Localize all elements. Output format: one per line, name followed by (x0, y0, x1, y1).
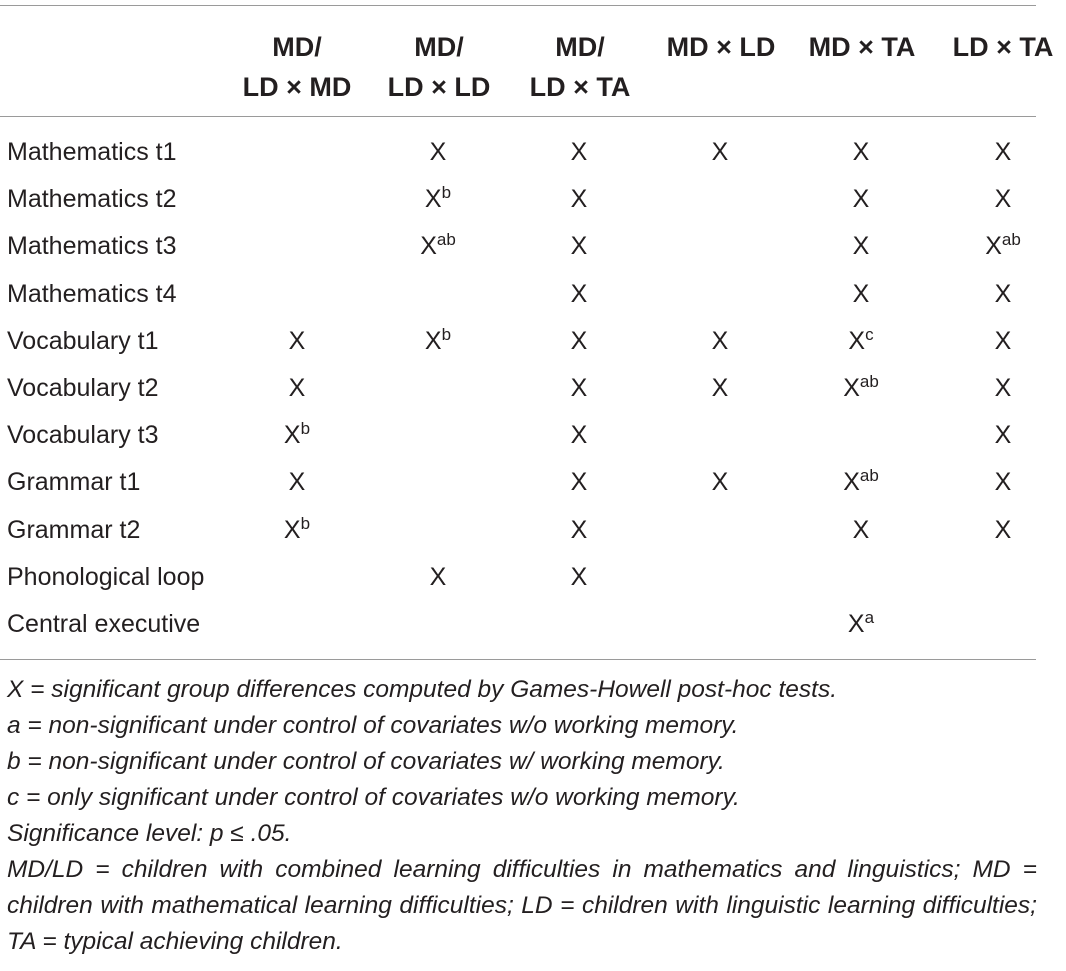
cell-mark: X (288, 374, 306, 402)
row-label: Mathematics t4 (7, 279, 177, 308)
column-header-mdld-md: MD/ LD × MD (242, 32, 352, 102)
table-cell (267, 373, 327, 403)
table-cell (408, 184, 468, 214)
row-label: Mathematics t3 (7, 232, 177, 261)
column-header-ld-ta: LD × TA (952, 32, 1054, 62)
cell-mark: X (994, 185, 1012, 214)
row-label: Vocabulary t1 (7, 326, 159, 355)
table-cell (973, 279, 1033, 309)
row-label: Central executive (7, 610, 201, 638)
table-cell (973, 326, 1033, 356)
cell-mark: X (852, 279, 870, 308)
table-notes (7, 672, 1037, 960)
cell-mark: X (852, 515, 870, 544)
cell-mark: X (711, 138, 729, 166)
bottom-rule (0, 659, 1036, 660)
cell-mark: X (570, 374, 588, 402)
table-cell (831, 467, 891, 497)
table-cell (267, 326, 327, 356)
cell-mark: X (994, 138, 1012, 166)
table-cell (267, 420, 327, 450)
cell-superscript: ab (436, 230, 456, 250)
cell-mark: X (570, 185, 588, 214)
cell-superscript: ab (1001, 230, 1021, 250)
cell-mark: X (429, 562, 447, 591)
table-cell (549, 373, 609, 403)
table-cell (831, 184, 891, 214)
cell-mark: X (994, 421, 1012, 450)
table-cell (549, 137, 609, 167)
table-cell (831, 373, 891, 403)
table-cell (831, 231, 891, 261)
table-cell (690, 326, 750, 356)
cell-superscript: a (864, 608, 875, 627)
table-cell (973, 231, 1033, 261)
cell-mark: X (994, 468, 1012, 497)
top-rule (0, 5, 1036, 6)
note-x: X = significant group differences computed by Games-Howell post-hoc tests. (7, 676, 837, 703)
cell-mark: X (843, 374, 860, 402)
cell-mark: X (570, 326, 588, 355)
row-label: Vocabulary t2 (7, 374, 159, 402)
cell-mark: X (288, 326, 306, 355)
table-cell (973, 137, 1033, 167)
table-cell (408, 326, 468, 356)
cell-mark: X (570, 562, 588, 591)
cell-mark: X (848, 326, 866, 355)
cell-mark: X (994, 374, 1012, 402)
cell-mark: X (994, 515, 1012, 544)
cell-superscript: ab (859, 372, 879, 391)
cell-mark: X (852, 185, 870, 214)
cell-mark: X (852, 138, 870, 166)
table-cell (549, 467, 609, 497)
table-cell (549, 279, 609, 309)
cell-mark: X (711, 374, 729, 402)
note-a: a = non-significant under control of covariates w/o working memory. (7, 712, 739, 739)
cell-superscript: ab (859, 466, 879, 486)
cell-mark: X (570, 138, 588, 166)
note-c: c = only significant under control of covariates w/o working memory. (7, 784, 740, 811)
cell-mark: X (843, 468, 860, 497)
table-cell (549, 184, 609, 214)
row-label: Grammar t2 (7, 515, 141, 544)
cell-mark: X (847, 610, 865, 638)
cell-mark: X (570, 515, 588, 544)
cell-mark: X (570, 279, 588, 308)
table-cell (267, 515, 327, 545)
cell-mark: X (711, 326, 729, 355)
cell-mark: X (994, 279, 1012, 308)
note-b: b = non-significant under control of covariates w/ working memory. (7, 748, 725, 775)
cell-superscript: b (441, 324, 452, 344)
cell-mark: X (570, 421, 588, 450)
cell-superscript: c (865, 324, 874, 344)
cell-mark: X (283, 515, 301, 544)
cell-mark: X (424, 185, 442, 214)
column-header-md-ld: MD × LD (666, 32, 776, 62)
table-cell (408, 137, 468, 167)
table-cell (549, 562, 609, 592)
cell-mark: X (994, 326, 1012, 355)
table-cell (973, 184, 1033, 214)
column-header-mdld-ld: MD/ LD × LD (387, 32, 491, 102)
header-rule (0, 116, 1036, 117)
cell-mark: X (288, 468, 306, 497)
table-cell (973, 373, 1033, 403)
cell-mark: X (711, 468, 729, 497)
cell-mark: X (852, 232, 870, 261)
cell-mark: X (420, 232, 437, 261)
table-cell (549, 231, 609, 261)
table-cell (549, 420, 609, 450)
cell-mark: X (985, 232, 1002, 261)
cell-mark: X (429, 138, 447, 166)
note-significance: Significance level: p ≤ .05. (7, 820, 292, 847)
row-label: Mathematics t2 (7, 185, 177, 214)
table-cell (831, 279, 891, 309)
table-cell (690, 373, 750, 403)
table-cell (408, 562, 468, 592)
table-cell (973, 515, 1033, 545)
cell-mark: X (424, 326, 442, 355)
cell-superscript: b (300, 513, 311, 533)
table-cell (831, 609, 891, 639)
table-cell (973, 420, 1033, 450)
table-cell (690, 467, 750, 497)
table-cell (690, 137, 750, 167)
cell-mark: X (283, 421, 301, 450)
table-cell (831, 515, 891, 545)
row-label: Phonological loop (7, 562, 205, 591)
table-cell (267, 467, 327, 497)
column-header-md-ta: MD × TA (808, 32, 916, 62)
table-cell (408, 231, 468, 261)
cell-mark: X (570, 232, 588, 261)
cell-mark: X (570, 468, 588, 497)
cell-superscript: b (300, 419, 311, 439)
cell-superscript: b (441, 183, 452, 203)
table-cell (831, 137, 891, 167)
table-cell (549, 515, 609, 545)
table-cell (973, 467, 1033, 497)
row-label: Mathematics t1 (7, 138, 177, 166)
column-header-mdld-ta: MD/ LD × TA (529, 32, 631, 102)
row-label: Grammar t1 (7, 468, 141, 497)
note-abbreviations: MD/LD = children with combined learning difficulties in mathematics and linguistics; MD = children with mathematical learning difficulties; LD = children with linguistic learning difficulties; TA = typical achieving children. (7, 856, 1037, 955)
row-label: Vocabulary t3 (7, 421, 159, 450)
table-cell (549, 326, 609, 356)
table-cell (831, 326, 891, 356)
